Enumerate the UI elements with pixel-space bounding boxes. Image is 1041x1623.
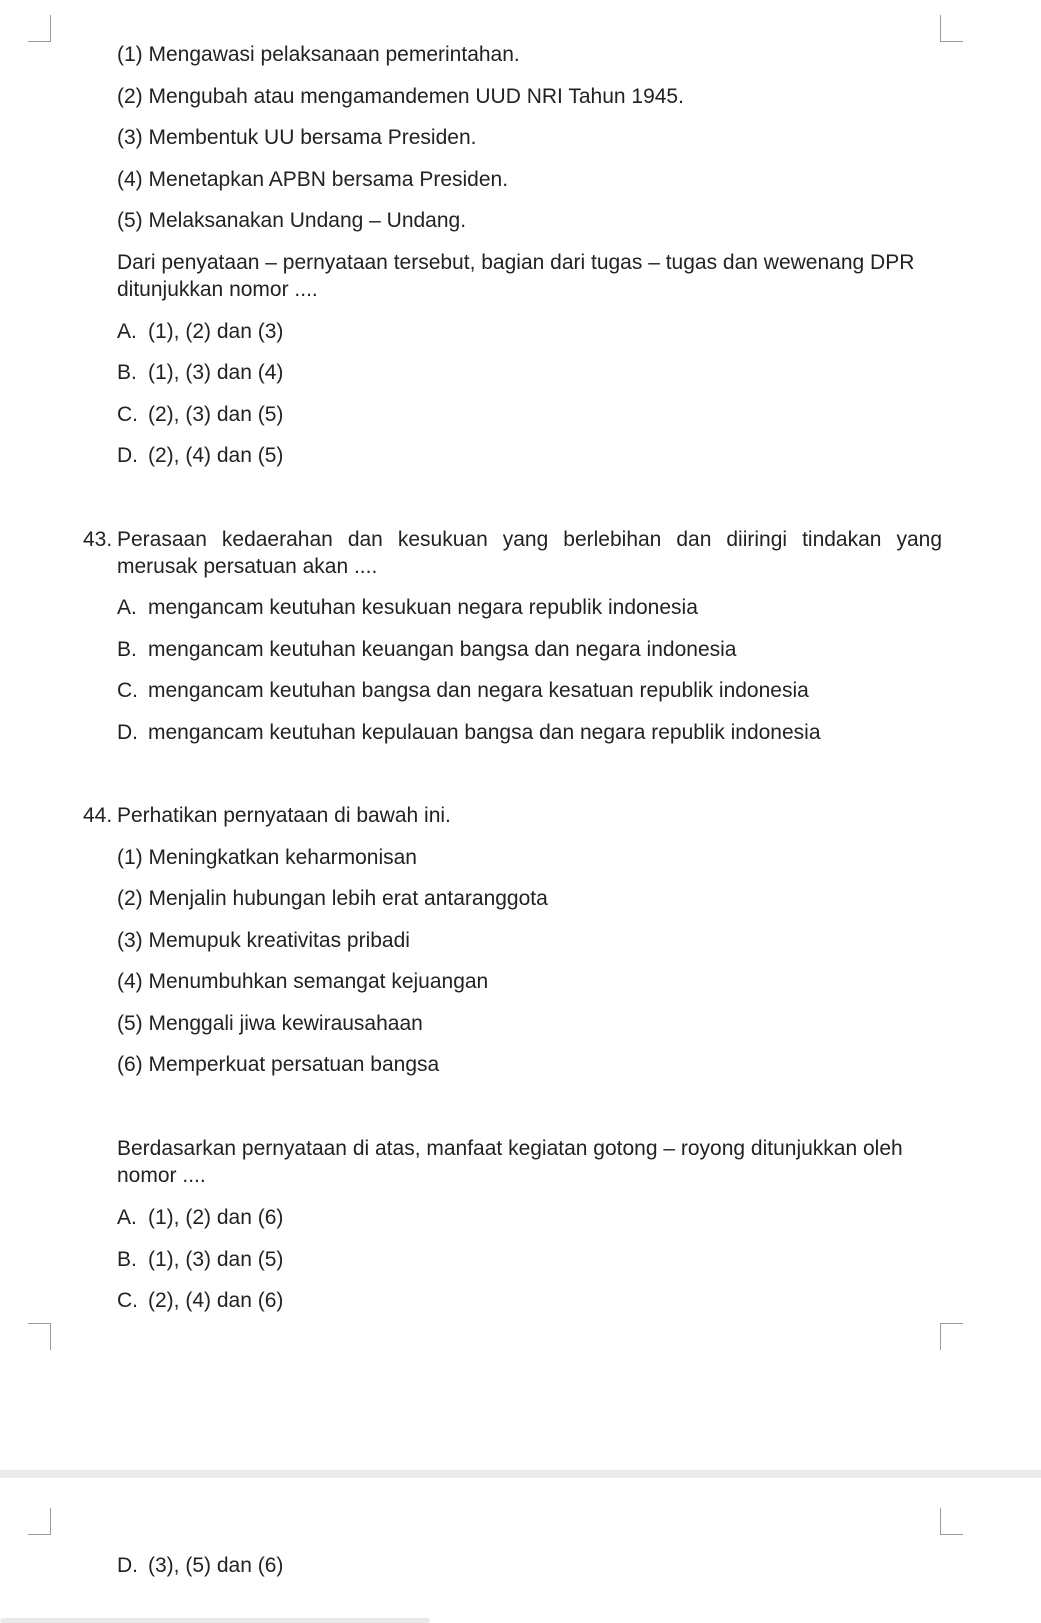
q44-option-c <box>117 1287 283 1314</box>
q43-question: Perasaan kedaerahan dan kesukuan yang berlebihan dan diiringi tindakan yang merusak persatuan akan .... <box>117 528 942 578</box>
q44-statement-3: (3) Memupuk kreativitas pribadi <box>117 929 410 952</box>
q42-option-c-letter: C. <box>117 403 138 426</box>
q44-statement-5: (5) Menggali jiwa kewirausahaan <box>117 1012 423 1035</box>
q42-option-a-letter: A. <box>117 320 137 343</box>
q43-option-b <box>117 636 736 663</box>
q44-option-b-text: (1), (3) dan (5) <box>148 1248 284 1271</box>
q44-statement-4: (4) Menumbuhkan semangat kejuangan <box>117 970 489 993</box>
q43-number: 43. <box>83 528 113 551</box>
q42-statement-5: (5) Melaksanakan Undang – Undang. <box>117 209 467 232</box>
q44-option-a-text: (1), (2) dan (6) <box>148 1206 284 1229</box>
q42-option-d-letter: D. <box>117 444 138 467</box>
q42-statement-2: (2) Mengubah atau mengamandemen UUD NRI Tahun 1945. <box>117 85 684 108</box>
q42-prompt: Dari penyataan – pernyataan tersebut, bagian dari tugas – tugas dan wewenang DPR ditunjukkan nomor .... <box>117 251 915 301</box>
crop-mark-bottom-left <box>28 1323 51 1350</box>
q43-option-c <box>117 677 809 704</box>
q42-option-b-text: (1), (3) dan (4) <box>148 361 284 384</box>
q43-option-d <box>117 719 821 746</box>
q44-option-a-letter: A. <box>117 1206 137 1229</box>
q44-question: Perhatikan pernyataan di bawah ini. <box>117 804 451 827</box>
q42-option-d <box>117 442 283 469</box>
crop-mark-top-right-page-2 <box>940 1508 963 1535</box>
q44-option-c-text: (2), (4) dan (6) <box>148 1289 284 1312</box>
q44-option-d <box>117 1552 283 1579</box>
q44-option-a <box>117 1204 283 1231</box>
q43-option-a-text: mengancam keutuhan kesukuan negara republik indonesia <box>148 596 698 619</box>
q42-option-b-letter: B. <box>117 361 137 384</box>
crop-mark-bottom-right <box>940 1323 963 1350</box>
q42-statement-4: (4) Menetapkan APBN bersama Presiden. <box>117 168 509 191</box>
q43-option-b-text: mengancam keutuhan keuangan bangsa dan negara indonesia <box>148 638 737 661</box>
q44-number: 44. <box>83 804 113 827</box>
crop-mark-top-right <box>940 15 963 42</box>
q43-option-a <box>117 594 698 621</box>
q44-statement-1: (1) Meningkatkan keharmonisan <box>117 846 417 869</box>
crop-mark-top-left <box>28 15 51 42</box>
document-page-2 <box>0 1478 1041 1623</box>
q43-option-c-letter: C. <box>117 679 138 702</box>
q44-statement-6: (6) Memperkuat persatuan bangsa <box>117 1053 440 1076</box>
q43-option-d-letter: D. <box>117 721 138 744</box>
q44-option-b <box>117 1246 283 1273</box>
q44-option-d-text: (3), (5) dan (6) <box>148 1554 284 1577</box>
scroll-indicator <box>0 1618 430 1623</box>
q43-option-a-letter: A. <box>117 596 137 619</box>
q43-option-d-text: mengancam keutuhan kepulauan bangsa dan negara republik indonesia <box>148 721 821 744</box>
q42-option-a-text: (1), (2) dan (3) <box>148 320 284 343</box>
crop-mark-top-left-page-2 <box>28 1508 51 1535</box>
q44-option-d-letter: D. <box>117 1554 138 1577</box>
page-separator <box>0 1470 1041 1478</box>
q42-option-c-text: (2), (3) dan (5) <box>148 403 284 426</box>
q42-statement-3: (3) Membentuk UU bersama Presiden. <box>117 126 477 149</box>
q42-statement-1: (1) Mengawasi pelaksanaan pemerintahan. <box>117 43 520 66</box>
q44-option-b-letter: B. <box>117 1248 137 1271</box>
q42-option-d-text: (2), (4) dan (5) <box>148 444 284 467</box>
q42-option-c <box>117 401 283 428</box>
q43-option-c-text: mengancam keutuhan bangsa dan negara kesatuan republik indonesia <box>148 679 809 702</box>
q44-option-c-letter: C. <box>117 1289 138 1312</box>
q44-prompt: Berdasarkan pernyataan di atas, manfaat kegiatan gotong – royong ditunjukkan oleh nomor .... <box>117 1137 903 1187</box>
q42-option-b <box>117 359 283 386</box>
q42-option-a <box>117 318 283 345</box>
q43-option-b-letter: B. <box>117 638 137 661</box>
q44-statement-2: (2) Menjalin hubungan lebih erat antaranggota <box>117 887 548 910</box>
